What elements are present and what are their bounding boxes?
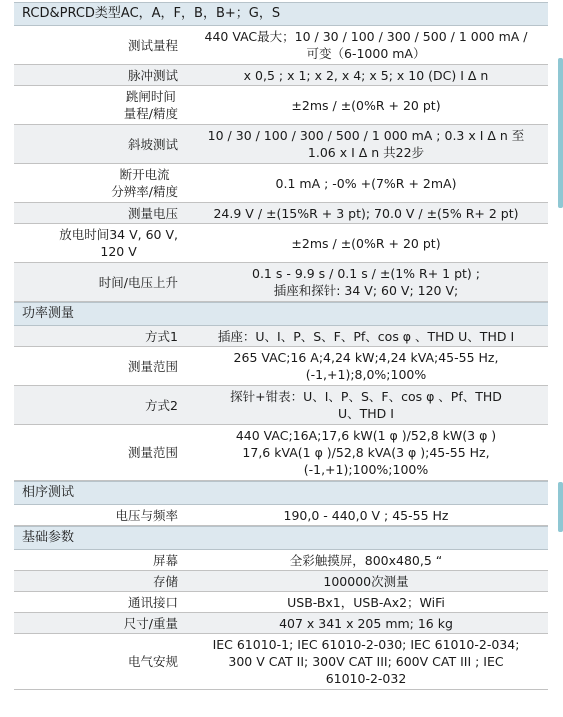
spec-label-text xyxy=(145,328,178,345)
spec-label-text xyxy=(124,615,178,632)
spec-row xyxy=(14,613,548,634)
spec-label xyxy=(14,592,184,612)
spec-label-text xyxy=(128,37,178,54)
spec-value xyxy=(184,550,548,570)
spec-label xyxy=(14,550,184,570)
spec-value-line: (-1,+1);100%;100% xyxy=(303,462,429,477)
spec-table xyxy=(14,2,548,690)
spec-value-line: 24.9 V / ±(15%R + 3 pt); 70.0 V / ±(5% R+ 2 pt) xyxy=(213,205,519,221)
spec-value-text xyxy=(218,328,514,345)
spec-value-text xyxy=(290,552,443,569)
spec-value-line: 可变（6-1000 mA） xyxy=(306,46,426,61)
spec-value-line: 探针+钳表：U、I、P、S、F、cos φ 、Pf、THD xyxy=(230,389,502,404)
spec-value-text xyxy=(279,615,453,632)
spec-row xyxy=(14,125,548,164)
spec-label xyxy=(14,386,184,424)
spec-value xyxy=(184,203,548,223)
spec-value xyxy=(184,634,548,689)
spec-value-line: 全彩触摸屏，800x480,5 “ xyxy=(289,552,443,568)
spec-label-line: 电压与频率 xyxy=(115,507,178,523)
spec-label-text xyxy=(153,552,178,569)
spec-value-line: USB-Bx1，USB-Ax2；WiFi xyxy=(287,594,445,610)
spec-label-line: 斜坡测试 xyxy=(127,136,178,152)
spec-value-line: 407 x 341 x 205 mm; 16 kg xyxy=(279,615,453,631)
spec-value xyxy=(184,263,548,301)
spec-row xyxy=(14,86,548,125)
spec-value-line: ±2ms / ±(0%R + 20 pt) xyxy=(291,97,441,113)
spec-value-line: 265 VAC;16 A;4,24 kW;4,24 kVA;45-55 Hz, xyxy=(233,350,499,365)
spec-row xyxy=(14,203,548,224)
spec-label-text xyxy=(145,397,178,414)
spec-label xyxy=(14,613,184,633)
spec-value-line: 0.1 mA ; -0% +(7%R + 2mA) xyxy=(275,175,457,191)
spec-label xyxy=(14,203,184,223)
spec-value-line: ±2ms / ±(0%R + 20 pt) xyxy=(291,235,441,251)
spec-value xyxy=(184,386,548,424)
spec-value xyxy=(184,592,548,612)
spec-label-text xyxy=(128,653,178,670)
spec-value-line: 300 V CAT II; 300V CAT III; 600V CAT III ; IEC xyxy=(228,654,504,669)
spec-label-line: 脉冲测试 xyxy=(127,67,178,83)
spec-label-line: 放电时间34 V, 60 V, xyxy=(59,227,178,242)
spec-label-line: 120 V xyxy=(100,244,137,259)
spec-value-line: 440 VAC最大；10 / 30 / 100 / 300 / 500 / 1 000 mA / xyxy=(204,29,528,44)
spec-label xyxy=(14,164,184,202)
spec-label-line: 通讯接口 xyxy=(127,594,178,610)
spec-label-line: 存储 xyxy=(152,573,178,589)
spec-value-line: x 0,5 ; x 1; x 2, x 4; x 5; x 10 (DC) I Δ n xyxy=(243,67,489,83)
spec-row xyxy=(14,26,548,65)
spec-value-text xyxy=(236,427,496,478)
spec-value-text xyxy=(284,507,449,524)
spec-value-text xyxy=(230,388,502,422)
spec-row xyxy=(14,224,548,263)
spec-label xyxy=(14,347,184,385)
spec-value-text xyxy=(323,573,408,590)
section-header: 相序测试 xyxy=(14,481,548,505)
section-header: 功率测量 xyxy=(14,302,548,326)
spec-row xyxy=(14,263,548,302)
section-header: 基础参数 xyxy=(14,526,548,550)
right-edge-accent xyxy=(558,482,563,532)
spec-row xyxy=(14,571,548,592)
spec-label-text xyxy=(128,358,178,375)
spec-label xyxy=(14,505,184,525)
spec-row xyxy=(14,386,548,425)
spec-value xyxy=(184,125,548,163)
spec-value xyxy=(184,347,548,385)
spec-label xyxy=(14,224,184,262)
spec-row xyxy=(14,65,548,86)
spec-label-text xyxy=(99,274,178,291)
section-header: RCD&PRCD类型AC，A，F，B，B+；G，S xyxy=(14,2,548,26)
spec-label-text xyxy=(128,444,178,461)
spec-value-text xyxy=(244,67,489,84)
spec-label-line: 方式2 xyxy=(145,397,178,413)
spec-label-line: 方式1 xyxy=(145,328,178,344)
spec-label-line: 断开电流 xyxy=(119,167,170,182)
spec-value-line: 440 VAC;16A;17,6 kW(1 φ )/52,8 kW(3 φ ) xyxy=(235,428,497,443)
spec-label-line: 电气安规 xyxy=(127,654,178,669)
spec-row xyxy=(14,592,548,613)
spec-label xyxy=(14,571,184,591)
spec-value-text xyxy=(287,594,445,611)
spec-value-text xyxy=(213,205,518,222)
spec-value xyxy=(184,613,548,633)
spec-value xyxy=(184,505,548,525)
spec-label xyxy=(14,634,184,689)
spec-row xyxy=(14,505,548,526)
spec-value-line: 61010-2-032 xyxy=(325,671,407,686)
spec-label-line: 分辨率/精度 xyxy=(111,184,178,199)
spec-label-text xyxy=(115,507,178,524)
right-edge-accent xyxy=(558,58,563,208)
spec-row xyxy=(14,550,548,571)
spec-value-line: 17,6 kVA(1 φ )/52,8 kVA(3 φ );45-55 Hz, xyxy=(242,445,490,460)
spec-label-text xyxy=(124,88,178,122)
spec-value xyxy=(184,326,548,346)
spec-label xyxy=(14,326,184,346)
spec-label-line: 测量范围 xyxy=(127,445,178,460)
spec-label-line: 测试量程 xyxy=(127,37,178,53)
spec-row xyxy=(14,347,548,386)
spec-value xyxy=(184,571,548,591)
spec-label-text xyxy=(128,67,178,84)
spec-label-text xyxy=(59,226,178,260)
spec-label xyxy=(14,425,184,480)
spec-label xyxy=(14,263,184,301)
spec-label-line: 时间/电压上升 xyxy=(98,274,178,290)
spec-label xyxy=(14,125,184,163)
spec-label-text xyxy=(111,166,178,200)
spec-row xyxy=(14,164,548,203)
spec-label-text xyxy=(128,136,178,153)
spec-value-text xyxy=(213,636,520,687)
spec-value-line: 插座和探针: 34 V; 60 V; 120 V; xyxy=(273,283,459,298)
spec-value-text xyxy=(291,235,440,252)
spec-value-line: 190,0 - 440,0 V ; 45-55 Hz xyxy=(283,507,449,523)
spec-label xyxy=(14,86,184,124)
spec-value xyxy=(184,425,548,480)
spec-value-line: 1.06 x I Δ n 共22步 xyxy=(307,145,425,160)
spec-value-line: IEC 61010-1; IEC 61010-2-030; IEC 61010-2-034; xyxy=(212,637,520,652)
spec-label-line: 尺寸/重量 xyxy=(123,615,178,631)
spec-row xyxy=(14,326,548,347)
spec-value xyxy=(184,224,548,262)
spec-value-text xyxy=(205,28,528,62)
spec-label-line: 测量范围 xyxy=(127,358,178,374)
spec-value-line: 插座：U、I、P、S、F、Pf、cos φ 、THD U、THD I xyxy=(217,328,515,344)
spec-value-text xyxy=(291,97,440,114)
spec-value xyxy=(184,65,548,85)
spec-value-line: U、THD I xyxy=(338,406,394,421)
spec-value-line: 0.1 s - 9.9 s / 0.1 s / ±(1% R+ 1 pt) ; xyxy=(252,266,480,281)
spec-label-line: 测量电压 xyxy=(127,205,178,221)
spec-label-text xyxy=(128,205,178,222)
spec-label-line: 屏幕 xyxy=(152,552,178,568)
spec-value-text xyxy=(234,349,499,383)
spec-value-text xyxy=(276,175,457,192)
spec-value-line: (-1,+1);8,0%;100% xyxy=(305,367,427,382)
spec-value xyxy=(184,164,548,202)
spec-label-text xyxy=(128,594,178,611)
spec-row xyxy=(14,634,548,690)
spec-value-text xyxy=(252,265,480,299)
spec-label xyxy=(14,26,184,64)
spec-label-line: 跳闸时间 xyxy=(125,89,176,104)
spec-value-line: 10 / 30 / 100 / 300 / 500 / 1 000 mA ; 0.3 x I Δ n 至 xyxy=(207,128,525,143)
spec-value-line: 100000次测量 xyxy=(323,573,409,589)
spec-label-text xyxy=(153,573,178,590)
spec-row xyxy=(14,425,548,481)
spec-value-text xyxy=(208,127,525,161)
spec-value xyxy=(184,26,548,64)
spec-value xyxy=(184,86,548,124)
spec-label-line: 量程/精度 xyxy=(123,106,178,121)
spec-label xyxy=(14,65,184,85)
